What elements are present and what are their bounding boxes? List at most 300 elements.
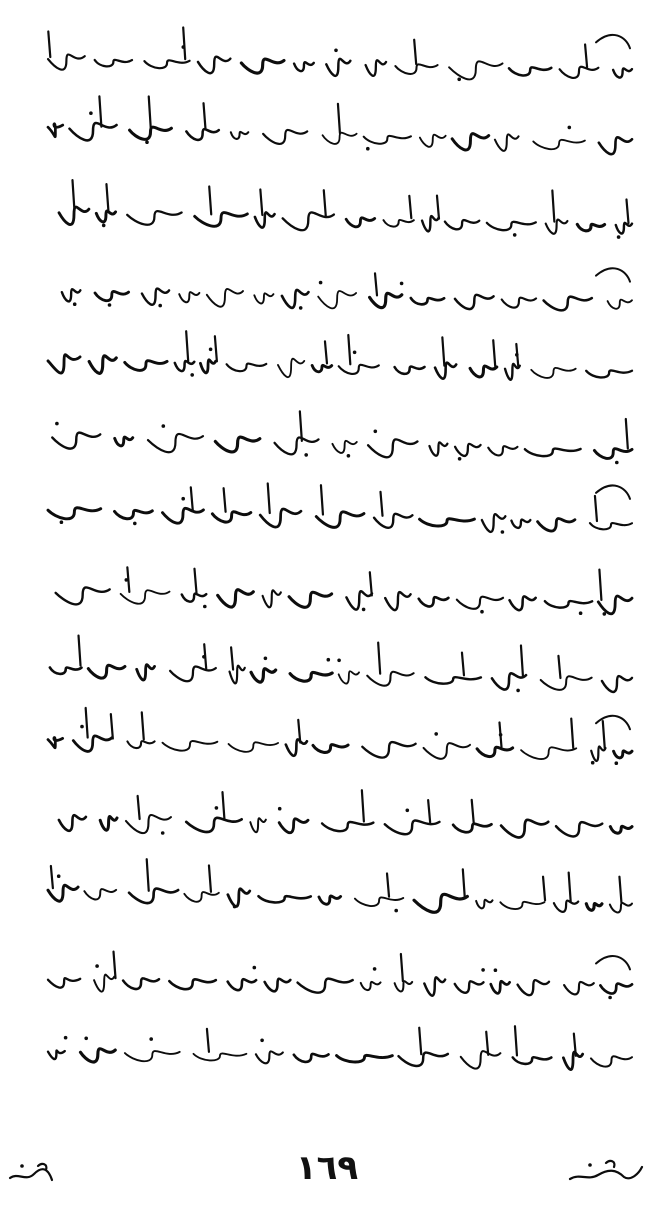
handwriting-word: [476, 900, 492, 909]
handwriting-ascender: [409, 196, 411, 218]
handwriting-word: [435, 363, 456, 379]
handwriting-word: [598, 596, 632, 614]
handwriting-word: [366, 60, 386, 76]
handwriting-dot: [158, 304, 162, 308]
handwriting-word: [502, 298, 536, 308]
handwriting-word: [148, 434, 203, 452]
handwriting-word: [492, 673, 526, 689]
handwriting-word: [370, 293, 402, 307]
handwriting-word: [290, 672, 332, 681]
handwriting-word: [48, 738, 63, 748]
handwriting-dot: [55, 422, 59, 426]
handwriting-word: [313, 745, 348, 753]
handwriting-word: [510, 596, 536, 610]
handwriting-word: [286, 739, 307, 755]
handwriting-word: [200, 360, 215, 373]
handwriting-word: [339, 365, 379, 374]
handwriting-ascender: [442, 337, 444, 365]
handwriting-dot: [215, 806, 219, 810]
marginal-flourish: [596, 35, 630, 48]
handwriting-word: [420, 135, 446, 147]
handwriting-word: [616, 223, 632, 234]
handwriting-dot: [161, 831, 165, 835]
handwriting-word: [73, 736, 112, 752]
handwriting-ascender: [231, 647, 233, 669]
handwriting-dot: [260, 1039, 264, 1043]
handwriting-word: [560, 67, 599, 78]
handwriting-ascender: [619, 877, 621, 903]
handwriting-word: [500, 902, 544, 909]
handwriting-ascender: [626, 419, 628, 448]
handwriting-word: [115, 437, 133, 446]
handwriting-dot: [64, 1036, 68, 1040]
handwriting-ascender: [79, 636, 81, 666]
manuscript-line: [59, 790, 632, 837]
manuscript-line: [48, 859, 632, 912]
handwriting-word: [182, 594, 206, 602]
handwriting-word: [613, 68, 632, 77]
handwriting-word: [193, 1053, 246, 1060]
handwriting-word: [452, 134, 489, 150]
handwriting-ascender: [521, 646, 523, 677]
handwriting-ascender: [138, 796, 140, 819]
handwriting-dot: [181, 497, 185, 501]
handwriting-ascender: [209, 865, 211, 891]
handwriting-word: [422, 216, 439, 231]
handwriting-word: [599, 137, 632, 154]
handwriting-ascender: [48, 31, 50, 57]
marginal-flourish: [596, 716, 630, 729]
handwriting-dot: [60, 520, 64, 524]
handwriting-word: [470, 366, 497, 377]
handwriting-word: [100, 817, 117, 831]
handwriting-word: [256, 1051, 283, 1063]
handwriting-dot: [374, 430, 378, 434]
handwriting-word: [364, 136, 411, 144]
manuscript-line: [48, 952, 632, 1000]
handwriting-word: [429, 442, 447, 455]
handwriting-word: [395, 367, 425, 374]
handwriting-word: [186, 818, 241, 832]
handwriting-word: [544, 297, 592, 311]
handwriting-word: [69, 123, 116, 140]
handwriting-word: [319, 896, 341, 904]
handwriting-word: [260, 509, 301, 527]
handwriting-word: [425, 677, 480, 683]
handwriting-word: [279, 819, 308, 833]
handwriting-word: [546, 220, 568, 234]
handwriting-word: [250, 818, 266, 832]
handwriting-ascender: [543, 877, 545, 901]
handwriting-word: [385, 820, 440, 834]
handwriting-word: [207, 289, 243, 307]
handwriting-word: [455, 444, 481, 456]
handwriting-word: [491, 981, 510, 993]
handwriting-dot: [253, 966, 257, 970]
handwriting-word: [162, 508, 203, 523]
handwriting-word: [385, 592, 410, 610]
manuscript-line: [50, 636, 632, 693]
handwriting-ascender: [260, 189, 262, 215]
handwriting-word: [591, 1056, 632, 1066]
handwriting-word: [414, 894, 467, 912]
handwriting-word: [126, 815, 171, 833]
handwriting-dot: [394, 909, 398, 913]
handwriting-word: [556, 822, 602, 836]
handwriting-word: [275, 437, 319, 454]
handwriting-ascender: [222, 792, 224, 820]
handwriting-ascender: [348, 335, 350, 364]
handwriting-ascender: [149, 96, 151, 128]
handwriting-word: [509, 67, 551, 75]
handwriting-word: [482, 514, 506, 532]
handwriting-dot: [513, 233, 517, 237]
handwriting-word: [586, 370, 632, 377]
handwriting-ascender: [86, 708, 88, 738]
handwriting-word: [453, 824, 491, 833]
handwriting-word: [142, 289, 169, 305]
handwriting-word: [186, 129, 218, 140]
handwriting-dot: [278, 807, 282, 811]
handwriting-dot: [337, 659, 341, 663]
manuscript-line: [48, 483, 632, 533]
handwriting-word: [563, 1052, 582, 1070]
handwriting-dot: [366, 147, 370, 151]
handwriting-dot: [591, 761, 595, 765]
handwriting-word: [602, 676, 632, 692]
handwriting-ascender: [552, 191, 554, 222]
handwriting-dot: [233, 905, 237, 909]
handwriting-dot: [515, 353, 519, 357]
handwriting-word: [169, 979, 215, 989]
handwriting-word: [411, 298, 444, 304]
handwriting-ascender: [209, 186, 211, 214]
handwriting-word: [175, 361, 194, 371]
handwriting-word: [449, 61, 502, 79]
handwriting-word: [137, 665, 155, 680]
handwriting-ascender: [147, 859, 149, 891]
handwriting-dot: [334, 49, 338, 53]
handwriting-word: [368, 439, 417, 457]
handwriting-word: [48, 978, 80, 988]
handwriting-dot: [133, 522, 137, 526]
handwriting-word: [218, 590, 254, 607]
handwriting-word: [88, 665, 125, 678]
handwriting-word: [125, 1051, 180, 1061]
handwriting-ascender: [51, 866, 53, 888]
handwriting-ascender: [183, 27, 185, 59]
handwriting-ascender: [268, 483, 270, 513]
manuscript-line: [48, 708, 632, 765]
handwriting-word: [374, 514, 412, 528]
handwriting-word: [495, 134, 519, 150]
handwriting-word: [614, 751, 632, 758]
handwriting-dot: [84, 1037, 88, 1041]
handwriting-dot: [362, 608, 366, 612]
handwriting-word: [163, 741, 218, 751]
handwriting-word: [501, 820, 548, 838]
manuscript-line: [62, 268, 632, 310]
handwriting-ascender: [370, 572, 372, 595]
handwriting-word: [521, 747, 576, 759]
handwriting-ascender: [194, 569, 196, 593]
handwriting-dot: [434, 732, 438, 736]
manuscript-line: [48, 1026, 632, 1069]
handwriting-word: [337, 1055, 393, 1062]
handwriting-word: [477, 747, 513, 756]
handwriting-word: [361, 982, 381, 990]
handwriting-word: [123, 978, 159, 989]
handwriting-word: [332, 441, 356, 453]
handwriting-word: [533, 140, 585, 149]
handwriting-word: [48, 508, 101, 519]
handwriting-word: [586, 904, 602, 911]
handwriting-word: [115, 510, 153, 518]
handwriting-ascender: [321, 485, 323, 514]
handwriting-ascender: [300, 411, 302, 441]
handwriting-dot: [145, 140, 149, 144]
handwriting-ascender: [585, 44, 587, 67]
handwriting-word: [228, 979, 256, 990]
handwriting-word: [419, 597, 449, 606]
handwriting-word: [424, 977, 445, 995]
handwriting-dot: [190, 373, 194, 377]
handwriting-dot: [608, 996, 612, 1000]
handwriting-ascender: [569, 873, 571, 902]
handwriting-dot: [615, 761, 619, 765]
handwriting-dot: [481, 968, 485, 972]
handwriting-dot: [494, 968, 498, 972]
handwriting-ascender: [325, 341, 327, 363]
handwriting-dot: [579, 611, 583, 615]
handwriting-dot: [501, 530, 505, 534]
handwriting-word: [170, 667, 216, 682]
handwriting-dot: [89, 111, 93, 115]
handwriting-word: [346, 218, 374, 227]
handwriting-word: [125, 361, 167, 371]
handwriting-word: [59, 815, 86, 831]
handwriting-dot: [73, 302, 77, 306]
manuscript-line: [52, 411, 632, 464]
handwriting-word: [545, 601, 592, 608]
handwriting-word: [94, 975, 114, 992]
handwriting-word: [487, 222, 536, 230]
handwriting-word: [227, 364, 267, 372]
handwriting-word: [541, 676, 592, 690]
handwriting-dot: [406, 809, 410, 813]
handwriting-word: [48, 1051, 65, 1060]
handwriting-ascender: [603, 721, 605, 749]
handwriting-word: [577, 224, 604, 231]
handwriting-word: [518, 980, 549, 995]
handwriting-word: [294, 62, 314, 71]
handwriting-ascender: [72, 180, 74, 211]
handwriting-word: [318, 291, 356, 308]
handwriting-word: [129, 889, 178, 904]
handwriting-ascender: [462, 653, 464, 676]
handwriting-word: [215, 437, 259, 452]
handwriting-word: [56, 587, 110, 604]
handwriting-word: [294, 1054, 329, 1062]
manuscript-line: [48, 331, 632, 380]
handwriting-dot: [182, 45, 186, 49]
handwriting-ascender: [387, 874, 389, 897]
handwriting-word: [263, 130, 307, 144]
handwriting-word: [127, 211, 181, 225]
handwriting-word: [346, 591, 371, 609]
handwriting-dot: [373, 967, 377, 971]
handwriting-word: [144, 60, 189, 68]
handwriting-word: [608, 300, 632, 309]
handwriting-dot: [304, 453, 308, 457]
handwriting-word: [289, 592, 332, 607]
handwriting-word: [461, 1051, 501, 1069]
handwriting-dot: [57, 874, 61, 878]
handwriting-dot: [125, 578, 129, 582]
manuscript-line: [56, 567, 632, 615]
handwriting-word: [395, 981, 413, 991]
handwriting-ascender: [142, 712, 144, 739]
handwriting-word: [228, 889, 250, 907]
handwriting-word: [198, 57, 230, 73]
handwriting-ascender: [401, 954, 403, 981]
handwriting-ascender: [381, 492, 383, 516]
handwriting-ascender: [414, 40, 416, 64]
manuscript-line: [48, 27, 632, 81]
handwriting-word: [255, 212, 275, 227]
handwriting-dot: [615, 461, 619, 465]
handwriting-word: [420, 519, 475, 526]
handwriting-word: [525, 449, 581, 457]
handwriting-dot: [457, 78, 461, 82]
handwriting-dot: [499, 733, 503, 737]
handwriting-word: [455, 981, 484, 993]
handwriting-word: [96, 211, 115, 222]
handwriting-word: [62, 289, 80, 301]
handwriting-word: [610, 903, 632, 913]
handwriting-word: [564, 982, 594, 994]
handwriting-word: [89, 356, 116, 374]
handwriting-word: [95, 60, 132, 67]
handwriting-word: [195, 213, 248, 227]
handwriting-word: [591, 746, 605, 761]
handwriting-dot: [353, 351, 357, 355]
handwriting-ascender: [375, 273, 377, 295]
handwriting-word: [513, 1057, 552, 1064]
handwriting-dot: [95, 964, 99, 968]
catchword-mark: [8, 1158, 64, 1188]
handwriting-word: [424, 743, 470, 759]
handwriting-dot: [102, 224, 106, 228]
handwriting-word: [184, 892, 219, 902]
handwriting-dot: [202, 655, 206, 659]
handwriting-dot: [264, 657, 268, 661]
catchword-signature-mark: [566, 1155, 646, 1189]
handwriting-word: [80, 1049, 115, 1062]
handwriting-word: [590, 523, 632, 529]
handwriting-ascender: [378, 643, 380, 674]
handwriting-word: [121, 590, 170, 604]
handwriting-ascender: [626, 200, 628, 224]
handwriting-dot: [327, 658, 331, 662]
handwriting-word: [610, 826, 632, 833]
handwriting-dot: [299, 306, 303, 310]
handwriting-ascender: [472, 800, 474, 823]
handwriting-word: [48, 355, 80, 373]
handwriting-word: [383, 220, 413, 227]
handwriting-dot: [603, 612, 607, 616]
handwriting-word: [50, 667, 82, 673]
handwriting-ascender: [324, 190, 326, 216]
handwriting-ascender: [428, 800, 430, 822]
handwriting-word: [445, 220, 479, 229]
handwriting-dot: [209, 348, 213, 352]
handwriting-ascender: [204, 103, 206, 129]
handwriting-ascender: [99, 96, 101, 126]
handwriting-dot: [162, 424, 166, 428]
handwriting-dot: [347, 454, 351, 458]
handwriting-word: [278, 359, 304, 377]
handwriting-word: [367, 672, 413, 686]
handwriting-word: [229, 742, 278, 752]
handwriting-word: [212, 512, 250, 522]
handwriting-ascender: [111, 714, 113, 738]
handwriting-word: [263, 590, 281, 607]
handwriting-dot: [319, 281, 323, 285]
handwriting-word: [594, 449, 632, 459]
handwriting-word: [455, 295, 494, 309]
handwriting-dot: [568, 126, 572, 130]
handwriting-ascender: [362, 790, 364, 821]
handwriting-ascender: [207, 1029, 209, 1052]
marginal-flourish: [596, 956, 630, 969]
manuscript-line: [59, 180, 632, 239]
handwriting-word: [399, 1053, 448, 1066]
page-number: ١٦٩: [295, 1148, 359, 1188]
handwriting-word: [323, 133, 357, 144]
handwriting-word: [362, 742, 415, 758]
handwriting-word: [254, 293, 273, 303]
handwriting-word: [322, 822, 373, 831]
handwriting-word: [231, 132, 248, 139]
handwriting-word: [265, 979, 291, 992]
handwriting-ascender: [493, 340, 495, 366]
handwriting-ascender: [106, 184, 108, 211]
handwriting-word: [355, 897, 403, 906]
handwriting-word: [326, 59, 350, 76]
handwriting-word: [52, 433, 100, 449]
handwriting-dot: [80, 725, 84, 729]
handwriting-dot: [458, 457, 462, 461]
handwriting-ascender: [571, 719, 573, 749]
handwriting-word: [339, 671, 359, 683]
handwriting-ascender: [595, 496, 597, 521]
handwriting-word: [282, 290, 309, 308]
handwriting-ascender: [338, 104, 340, 133]
handwriting-word: [84, 889, 116, 899]
handwriting-ascender: [463, 869, 465, 898]
handwriting-dot: [400, 282, 404, 286]
handwriting-word: [127, 741, 154, 748]
handwriting-word: [312, 365, 332, 371]
handwriting-word: [531, 368, 575, 378]
handwriting-word: [258, 896, 310, 902]
manuscript-line: [48, 96, 632, 154]
handwriting-word: [457, 597, 503, 609]
handwriting-ascender: [186, 331, 188, 361]
marginal-flourish: [596, 485, 630, 498]
handwriting-dot: [149, 1037, 153, 1041]
